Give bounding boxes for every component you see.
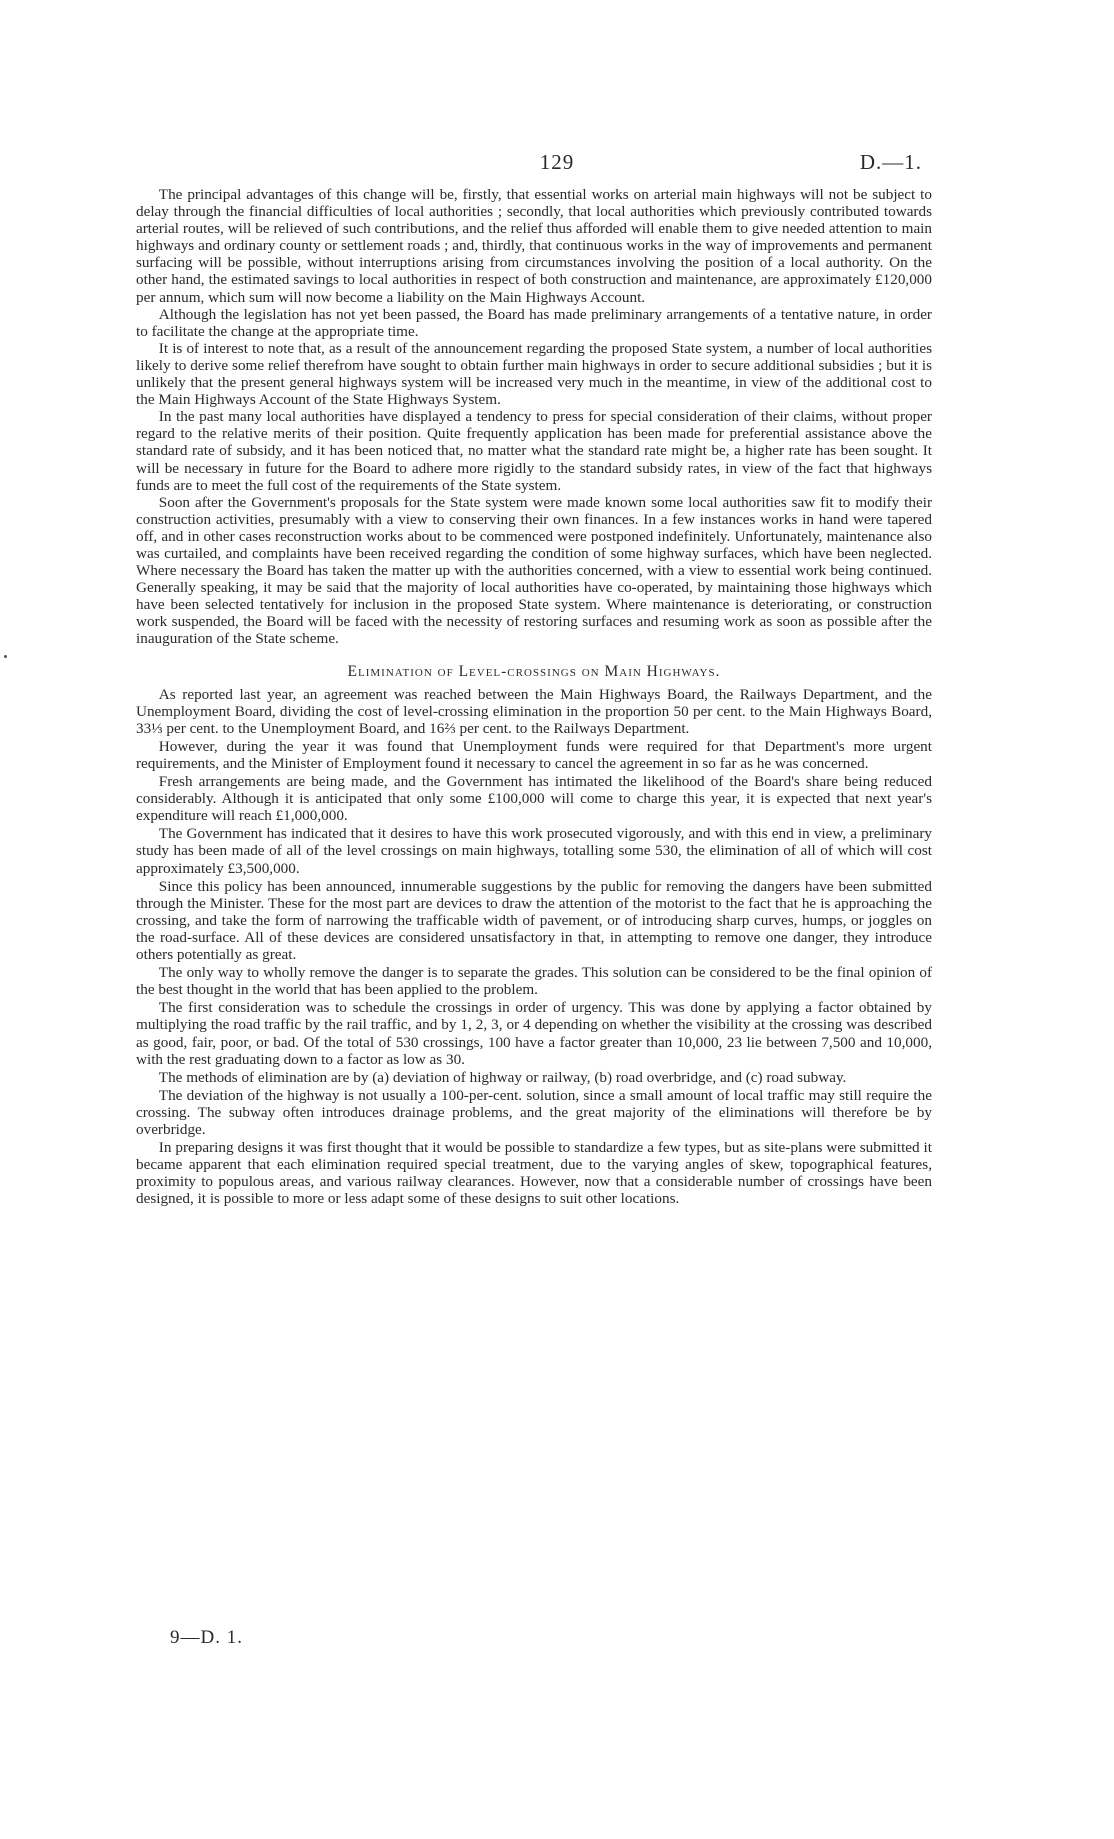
paragraph: However, during the year it was found that Unemployment funds were required for that Department's more urgent requirements, and the Minister of Employment found it necessary to cancel the agreement in so far as he was concerned. bbox=[136, 737, 932, 772]
paragraph: The principal advantages of this change will be, firstly, that essential works on arterial main highways will not be subject to delay through the financial difficulties of local authorities ; secondly, that local authorities which previously contributed towards arterial routes, will be relieved of such contributions, and the relief thus afforded will enable them to give needed attention to main highways and ordinary county or settlement roads ; and, thirdly, that continuous works in the way of improvements and permanent surfacing will be possible, without interruptions arising from circumstances involving the position of a local authority. On the other hand, the estimated savings to local authorities in respect of both construction and maintenance, are approximately £120,000 per annum, which sum will now become a liability on the Main Highways Account. bbox=[136, 186, 932, 306]
body-text bbox=[136, 186, 932, 1207]
footer-code: 9—D. 1. bbox=[170, 1627, 243, 1648]
section-heading: Elimination of Level-crossings on Main Highways. bbox=[347, 662, 721, 680]
paragraph: In the past many local authorities have displayed a tendency to press for special consideration of their claims, without proper regard to the relative merits of their position. Quite frequently application has been made for preferential assistance above the standard rate of subsidy, and it has been noticed that, no matter what the standard rate might be, a higher rate has been sought. It will be necessary in future for the Board to adhere more rigidly to the standard subsidy rates, in view of the fact that highways funds are to meet the full cost of the requirements of the State system. bbox=[136, 408, 932, 494]
paragraph: Fresh arrangements are being made, and the Government has intimated the likelihood of the Board's share being reduced considerably. Although it is anticipated that only some £100,000 will come to charge this year, it is expected that next year's expenditure will reach £1,000,000. bbox=[136, 773, 932, 825]
paragraph: As reported last year, an agreement was reached between the Main Highways Board, the Railways Department, and the Unemployment Board, dividing the cost of level-crossing elimination in the proportion 50 per cent. to the Main Highways Board, 33⅓ per cent. to the Unemployment Board, and 16⅔ per cent. to the Railways Department. bbox=[136, 685, 932, 737]
margin-mark bbox=[4, 655, 7, 658]
paragraph: It is of interest to note that, as a result of the announcement regarding the proposed State system, a number of local authorities likely to derive some relief therefrom have sought to obtain further main highways in order to secure additional subsidies ; but it is unlikely that the present general highways system will be increased very much in the meantime, in view of the additional cost to the Main Highways Account of the State Highways System. bbox=[136, 339, 932, 409]
page-number: 129 bbox=[539, 150, 575, 174]
paragraph: The only way to wholly remove the danger is to separate the grades. This solution can be considered to be the final opinion of the best thought in the world that has been applied to the problem. bbox=[136, 964, 932, 999]
paragraph: Although the legislation has not yet been passed, the Board has made preliminary arrangements of a tentative nature, in order to facilitate the change at the appropriate time. bbox=[136, 305, 932, 340]
paragraph: The Government has indicated that it desires to have this work prosecuted vigorously, and with this end in view, a preliminary study has been made of all of the level crossings on main highways, totalling some 530, the elimination of all of which will cost approximately £3,500,000. bbox=[136, 825, 932, 877]
paragraph: Since this policy has been announced, innumerable suggestions by the public for removing the dangers have been submitted through the Minister. These for the most part are devices to draw the attention of the motorist to the fact that he is approaching the crossing, and take the form of narrowing the trafficable width of pavement, or of introducing sharp curves, humps, or joggles on the road-surface. All of these devices are considered unsatisfactory in that, in attempting to remove one danger, they introduce others potentially as great. bbox=[136, 877, 932, 964]
paragraph: In preparing designs it was first thought that it would be possible to standardize a few types, but as site-plans were submitted it became apparent that each elimination required special treatment, due to the varying angles of skew, topographical features, proximity to populous areas, and various railway clearances. However, now that a considerable number of crossings have been designed, it is possible to more or less adapt some of these designs to suit other locations. bbox=[136, 1139, 932, 1208]
paragraph: The deviation of the highway is not usually a 100-per-cent. solution, since a small amount of local traffic may still require the crossing. The subway often introduces drainage problems, and the great majority of the eliminations will therefore be by overbridge. bbox=[136, 1086, 932, 1138]
paragraph: The first consideration was to schedule the crossings in order of urgency. This was done by applying a factor obtained by multiplying the road traffic by the rail traffic, and by 1, 2, 3, or 4 depending on whether the visibility at the crossing was described as good, fair, poor, or bad. Of the total of 530 crossings, 100 have a factor greater than 10,000, 23 lie between 7,500 and 10,000, with the rest graduating down to a factor as low as 30. bbox=[136, 999, 932, 1068]
document-code: D.—1. bbox=[859, 150, 922, 174]
paragraph: Soon after the Government's proposals for the State system were made known some local authorities saw fit to modify their construction activities, presumably with a view to conserving their own finances. In a few instances works in hand were tapered off, and in other cases reconstruction works about to be commenced were postponed indefinitely. Unfortunately, maintenance also was curtailed, and complaints have been received regarding the condition of some highway surfaces, which have been neglected. Where necessary the Board has taken the matter up with the authorities concerned, with a view to essential work being continued. Generally speaking, it may be said that the majority of local authorities have co-operated, by maintaining those highways which have been selected tentatively for inclusion in the proposed State system. Where maintenance is deteriorating, or construction work suspended, the Board will be faced with the necessity of restoring surfaces and resuming work as soon as possible after the inauguration of the State scheme. bbox=[136, 493, 932, 648]
paragraph: The methods of elimination are by (a) deviation of highway or railway, (b) road overbridge, and (c) road subway. bbox=[158, 1068, 847, 1086]
